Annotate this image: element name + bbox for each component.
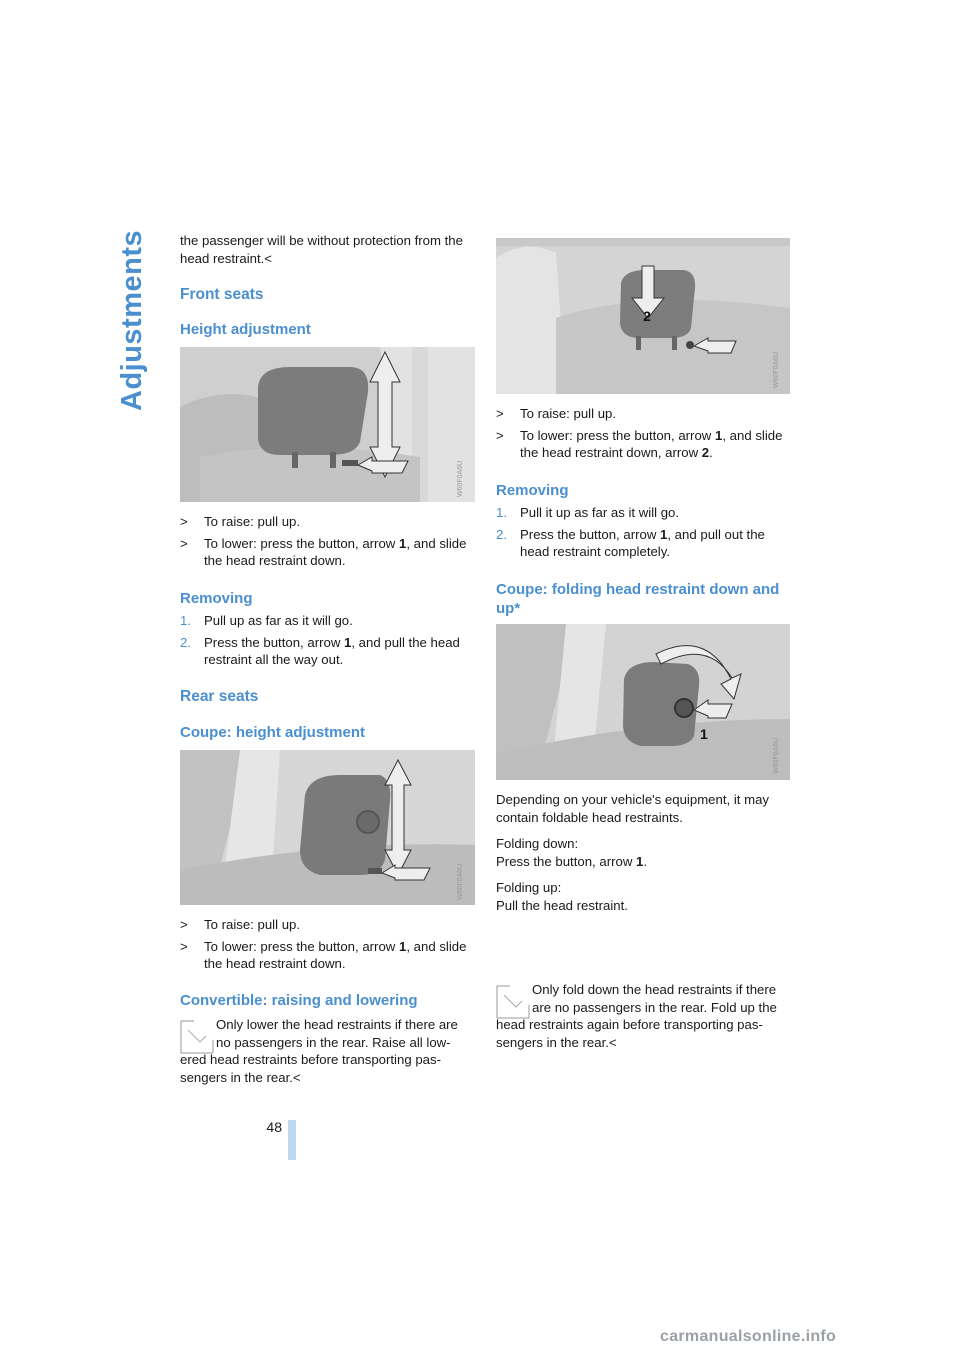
intro-text: the passenger will be without protection from the head restraint.< [180, 233, 463, 266]
figure-convertible-headrest [496, 238, 790, 394]
note-text-first: Only lower the head restraints if there are no passengers in the rear. Raise all low- [216, 1017, 458, 1050]
heading-removing-front: Removing [180, 590, 253, 607]
bullet-text: To raise: pull up. [204, 917, 301, 932]
step-text: Press the button, arrow [520, 526, 661, 542]
coupe-height-instructions [180, 916, 476, 977]
equipment-text: Depending on your vehicle's equipment, it may contain foldable head restraints. [496, 792, 770, 825]
bullet-text: , and slide the head restraint down. [204, 535, 467, 568]
note-text-first: Only fold down the head restraints if there are no passengers in the rear. Fold up the [532, 982, 777, 1015]
step-text: Pull up as far as it will go. [204, 613, 353, 628]
arrow-ref: 2 [701, 445, 710, 460]
heading-height-adjustment: Height adjustment [180, 321, 311, 338]
arrow-ref: 1 [398, 535, 407, 551]
note-icon [496, 985, 530, 1019]
fold-down-pre: Press the button, arrow [496, 853, 637, 869]
bullet-marker: > [180, 938, 188, 954]
bullet-marker: > [180, 535, 188, 551]
figure-code: W60F0A6U [457, 863, 464, 900]
bullet-text: To raise: pull up. [204, 514, 301, 529]
bullet-text: To lower: press the button, arrow [204, 938, 399, 954]
arrow-ref: 1 [398, 938, 407, 954]
bullet-text: . [709, 445, 713, 460]
fold-down-post: . [643, 853, 648, 869]
front-removing-steps [180, 612, 476, 673]
heading-folding: Coupe: folding head restraint down and up* [496, 581, 780, 617]
heading-rear-seats: Rear seats [180, 688, 259, 705]
fold-up-label: Folding up: [496, 880, 562, 895]
list-item [180, 938, 476, 973]
figure-code: W60F0A6U [457, 460, 464, 497]
list-item [496, 427, 792, 462]
front-height-instructions [180, 513, 476, 574]
step-marker: 2. [180, 634, 191, 650]
fold-down-label: Folding down: [496, 836, 579, 851]
page-marker-bar [288, 1120, 296, 1160]
left-column [180, 232, 476, 267]
fold-down-text [496, 853, 792, 871]
section-title: Adjustments [116, 230, 148, 412]
list-item [180, 513, 476, 531]
step-text: Press the button, arrow [204, 634, 345, 650]
figure-code: W60F0A6U [773, 737, 780, 774]
list-item [180, 916, 476, 934]
figure-folding-headrest [496, 624, 790, 780]
arrow-label-1: 1 [700, 726, 708, 742]
arrow-ref: 1 [714, 427, 723, 443]
heading-convertible: Convertible: raising and lowering [180, 992, 418, 1009]
folding-note [496, 981, 792, 1051]
list-item [180, 612, 476, 630]
bullet-marker: > [496, 427, 504, 443]
heading-front-seats: Front seats [180, 286, 264, 303]
arrow-label-2: 2 [643, 308, 651, 324]
bullet-text: To lower: press the button, arrow [204, 535, 399, 551]
list-item [180, 634, 476, 669]
watermark-link[interactable]: carmanualsonline.info [660, 1328, 837, 1345]
page-number: 48 [266, 1119, 282, 1135]
note-text-rest: ered head restraints before transporting pas-sengers in the rear.< [180, 1052, 441, 1085]
bullet-marker: > [180, 917, 188, 932]
bullet-marker: > [180, 514, 188, 529]
step-text: Pull it up as far as it will go. [520, 505, 680, 520]
bullet-text: To raise: pull up. [520, 406, 617, 421]
bullet-text: , and slide the head restraint down. [204, 938, 467, 971]
figure-code: W60F0A6U [773, 351, 780, 388]
list-item [496, 526, 792, 561]
list-item [496, 405, 792, 423]
arrow-ref: 1 [636, 853, 644, 869]
list-item [496, 504, 792, 522]
folding-text [496, 791, 792, 914]
list-item [180, 535, 476, 570]
step-text: , and pull out the head restraint completely. [520, 526, 765, 559]
bullet-text: To lower: press the button, arrow [520, 427, 715, 443]
note-icon [180, 1020, 214, 1054]
step-marker: 2. [496, 526, 507, 542]
figure-front-headrest [180, 347, 475, 502]
step-marker: 1. [180, 613, 191, 628]
heading-removing-rear: Removing [496, 482, 569, 499]
note-text-rest: head restraints again before transporting pas-sengers in the rear.< [496, 1017, 763, 1050]
convertible-note [180, 1016, 476, 1086]
bullet-text: , and slide the head restraint down, arrow [520, 427, 783, 460]
step-text: , and pull the head restraint all the way out. [204, 634, 460, 667]
fold-up-text: Pull the head restraint. [496, 897, 628, 913]
arrow-ref: 1 [660, 526, 668, 542]
heading-coupe-height: Coupe: height adjustment [180, 724, 365, 741]
bullet-marker: > [496, 406, 504, 421]
rear-removing-steps [496, 504, 792, 565]
figure-coupe-headrest [180, 750, 475, 905]
convertible-instructions [496, 405, 792, 466]
arrow-ref: 1 [344, 634, 352, 650]
step-marker: 1. [496, 505, 507, 520]
